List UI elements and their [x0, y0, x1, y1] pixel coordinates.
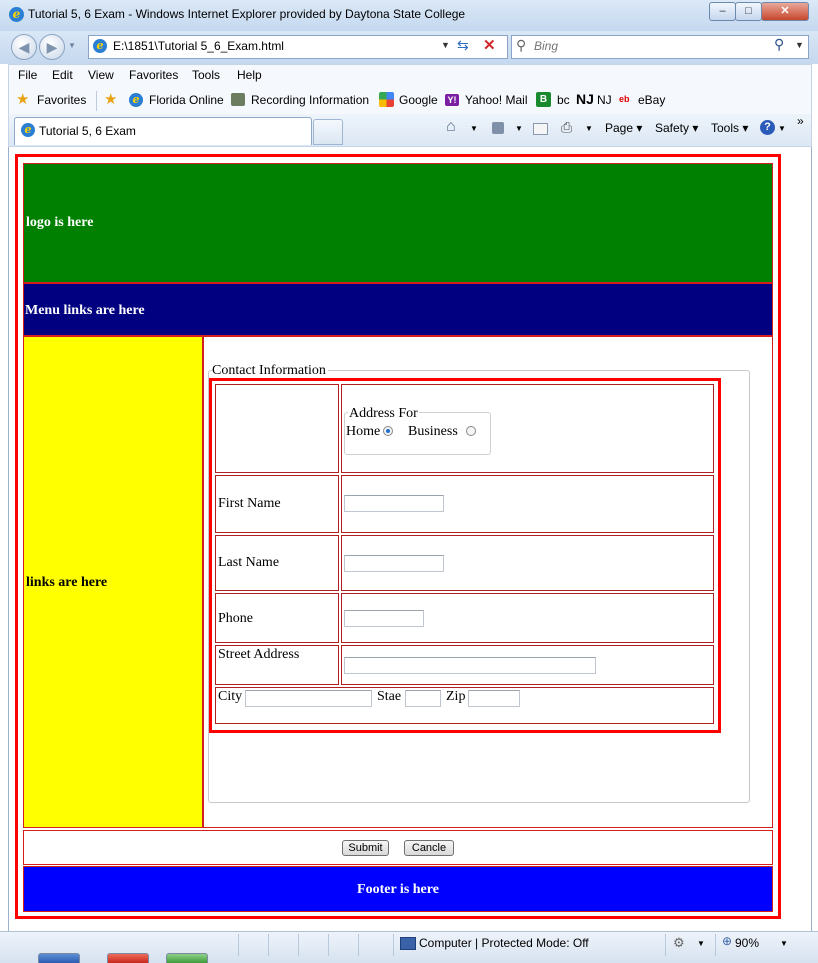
menu-view[interactable]: View: [88, 68, 114, 82]
button-row: [23, 830, 773, 865]
address-dropdown-icon[interactable]: ▼: [441, 40, 450, 50]
submit-button[interactable]: Submit: [342, 840, 389, 856]
stop-icon[interactable]: ✕: [483, 37, 496, 54]
last-name-input[interactable]: [344, 555, 444, 572]
search-provider-icon: ⚲: [516, 37, 527, 53]
refresh-icon[interactable]: ⇆: [457, 37, 469, 53]
fav-florida-online[interactable]: Florida Online: [149, 93, 224, 107]
recording-info-icon: [231, 93, 245, 106]
radio-business-label: Business: [408, 424, 458, 439]
mail-icon[interactable]: [533, 123, 548, 135]
sidebar-area: [23, 336, 203, 828]
close-window-button[interactable]: ✕: [761, 2, 809, 21]
address-for-legend: Address For: [349, 406, 418, 421]
street-address-label: Street Address: [218, 647, 300, 662]
fav-google[interactable]: Google: [399, 93, 438, 107]
header-logo-area: [23, 163, 773, 283]
status-divider: [238, 934, 239, 956]
footer-placeholder-text: Footer is here: [357, 882, 439, 897]
back-icon[interactable]: ◀: [11, 34, 37, 60]
status-divider: [298, 934, 299, 956]
favorites-star-icon: ★: [16, 91, 30, 108]
table-cell-empty: [215, 384, 339, 473]
logo-placeholder-text: logo is here: [26, 215, 94, 230]
yahoo-icon: Y!: [445, 94, 459, 106]
street-address-input[interactable]: [344, 657, 596, 674]
google-icon: [379, 92, 394, 107]
radio-business[interactable]: [466, 426, 476, 436]
safety-menu-label: Safety: [655, 121, 690, 135]
window-title: Tutorial 5, 6 Exam - Windows Internet Explorer provided by Daytona State College: [28, 7, 466, 21]
phone-label: Phone: [218, 611, 253, 626]
menu-edit[interactable]: Edit: [52, 68, 73, 82]
computer-zone-icon: [400, 937, 416, 950]
city-label: City: [218, 689, 243, 704]
favorites-button[interactable]: Favorites: [37, 93, 87, 107]
feeds-icon[interactable]: [492, 122, 504, 134]
print-icon[interactable]: ⎙: [561, 119, 573, 135]
zip-label: Zip: [446, 689, 466, 704]
first-name-label: First Name: [218, 496, 281, 511]
tab-title: Tutorial 5, 6 Exam: [39, 124, 136, 138]
radio-home[interactable]: [383, 426, 393, 436]
fav-recording-information[interactable]: Recording Information: [251, 93, 370, 107]
favorites-divider: [96, 91, 97, 111]
recent-pages-icon[interactable]: ▼: [68, 41, 76, 50]
safety-menu[interactable]: Safety ▾: [655, 121, 699, 135]
search-input[interactable]: [534, 36, 774, 56]
state-input[interactable]: [405, 690, 441, 707]
fav-bc[interactable]: bc: [557, 93, 570, 107]
status-divider: [358, 934, 359, 956]
new-tab-button[interactable]: [313, 119, 343, 145]
search-icon[interactable]: ⚲: [774, 36, 785, 52]
menu-help[interactable]: Help: [237, 68, 262, 82]
footer-area: [23, 866, 773, 912]
city-input[interactable]: [245, 690, 372, 707]
fav-nj[interactable]: NJ: [597, 93, 612, 107]
menu-placeholder-text: Menu links are here: [25, 303, 145, 318]
ebay-icon: eb: [619, 94, 630, 104]
add-favorite-icon[interactable]: ★: [104, 91, 118, 108]
last-name-label: Last Name: [218, 555, 280, 570]
zoom-dropdown-icon[interactable]: ▼: [780, 939, 788, 948]
menu-tools[interactable]: Tools: [192, 68, 221, 82]
security-zone-status: Computer | Protected Mode: Off: [419, 936, 589, 950]
status-divider: [268, 934, 269, 956]
status-divider: [665, 934, 666, 956]
protected-mode-icon[interactable]: ⚙: [673, 935, 685, 950]
feeds-dropdown-icon[interactable]: ▼: [515, 124, 523, 133]
page-icon: e: [93, 39, 107, 53]
status-divider: [328, 934, 329, 956]
address-bar[interactable]: [88, 35, 508, 59]
florida-online-icon: e: [129, 93, 143, 107]
home-icon[interactable]: ⌂: [446, 118, 456, 135]
fav-yahoo-mail[interactable]: Yahoo! Mail: [465, 93, 528, 107]
tab-page-icon: e: [21, 123, 35, 137]
search-bar[interactable]: [511, 35, 809, 59]
maximize-button[interactable]: □: [735, 2, 762, 21]
menu-favorites[interactable]: Favorites: [129, 68, 179, 82]
status-divider: [715, 934, 716, 956]
address-input[interactable]: [113, 36, 443, 56]
fav-ebay[interactable]: eBay: [638, 93, 666, 107]
search-dropdown-icon[interactable]: ▼: [795, 40, 804, 50]
zip-input[interactable]: [468, 690, 520, 707]
forward-icon[interactable]: ▶: [39, 34, 65, 60]
protected-mode-dropdown-icon[interactable]: ▼: [697, 939, 705, 948]
help-dropdown-icon[interactable]: ▼: [778, 124, 786, 133]
ie-logo-icon: e: [9, 7, 24, 22]
zoom-level[interactable]: 90%: [735, 936, 760, 950]
phone-input[interactable]: [344, 610, 424, 627]
nj-icon: NJ: [576, 91, 594, 107]
minimize-button[interactable]: –: [709, 2, 736, 21]
menu-file[interactable]: File: [18, 68, 38, 82]
tools-menu[interactable]: Tools ▾: [711, 121, 749, 135]
tab-active[interactable]: [14, 117, 312, 145]
bc-icon: B: [536, 92, 551, 107]
help-icon[interactable]: ?: [760, 120, 775, 135]
radio-home-label: Home: [346, 424, 381, 439]
home-dropdown-icon[interactable]: ▼: [470, 124, 478, 133]
cancel-button[interactable]: Cancle: [404, 840, 454, 856]
page-menu[interactable]: Page ▾: [605, 121, 643, 135]
state-label: Stae: [377, 689, 402, 704]
status-divider: [393, 934, 394, 956]
zoom-icon[interactable]: ⊕: [722, 934, 733, 948]
contact-legend: Contact Information: [212, 363, 326, 378]
more-commands-icon[interactable]: »: [797, 114, 804, 128]
first-name-input[interactable]: [344, 495, 444, 512]
tools-menu-label: Tools: [711, 121, 740, 135]
sidebar-placeholder-text: links are here: [26, 575, 108, 590]
print-dropdown-icon[interactable]: ▼: [585, 124, 593, 133]
page-menu-label: Page: [605, 121, 634, 135]
header-menu-area: [23, 283, 773, 336]
